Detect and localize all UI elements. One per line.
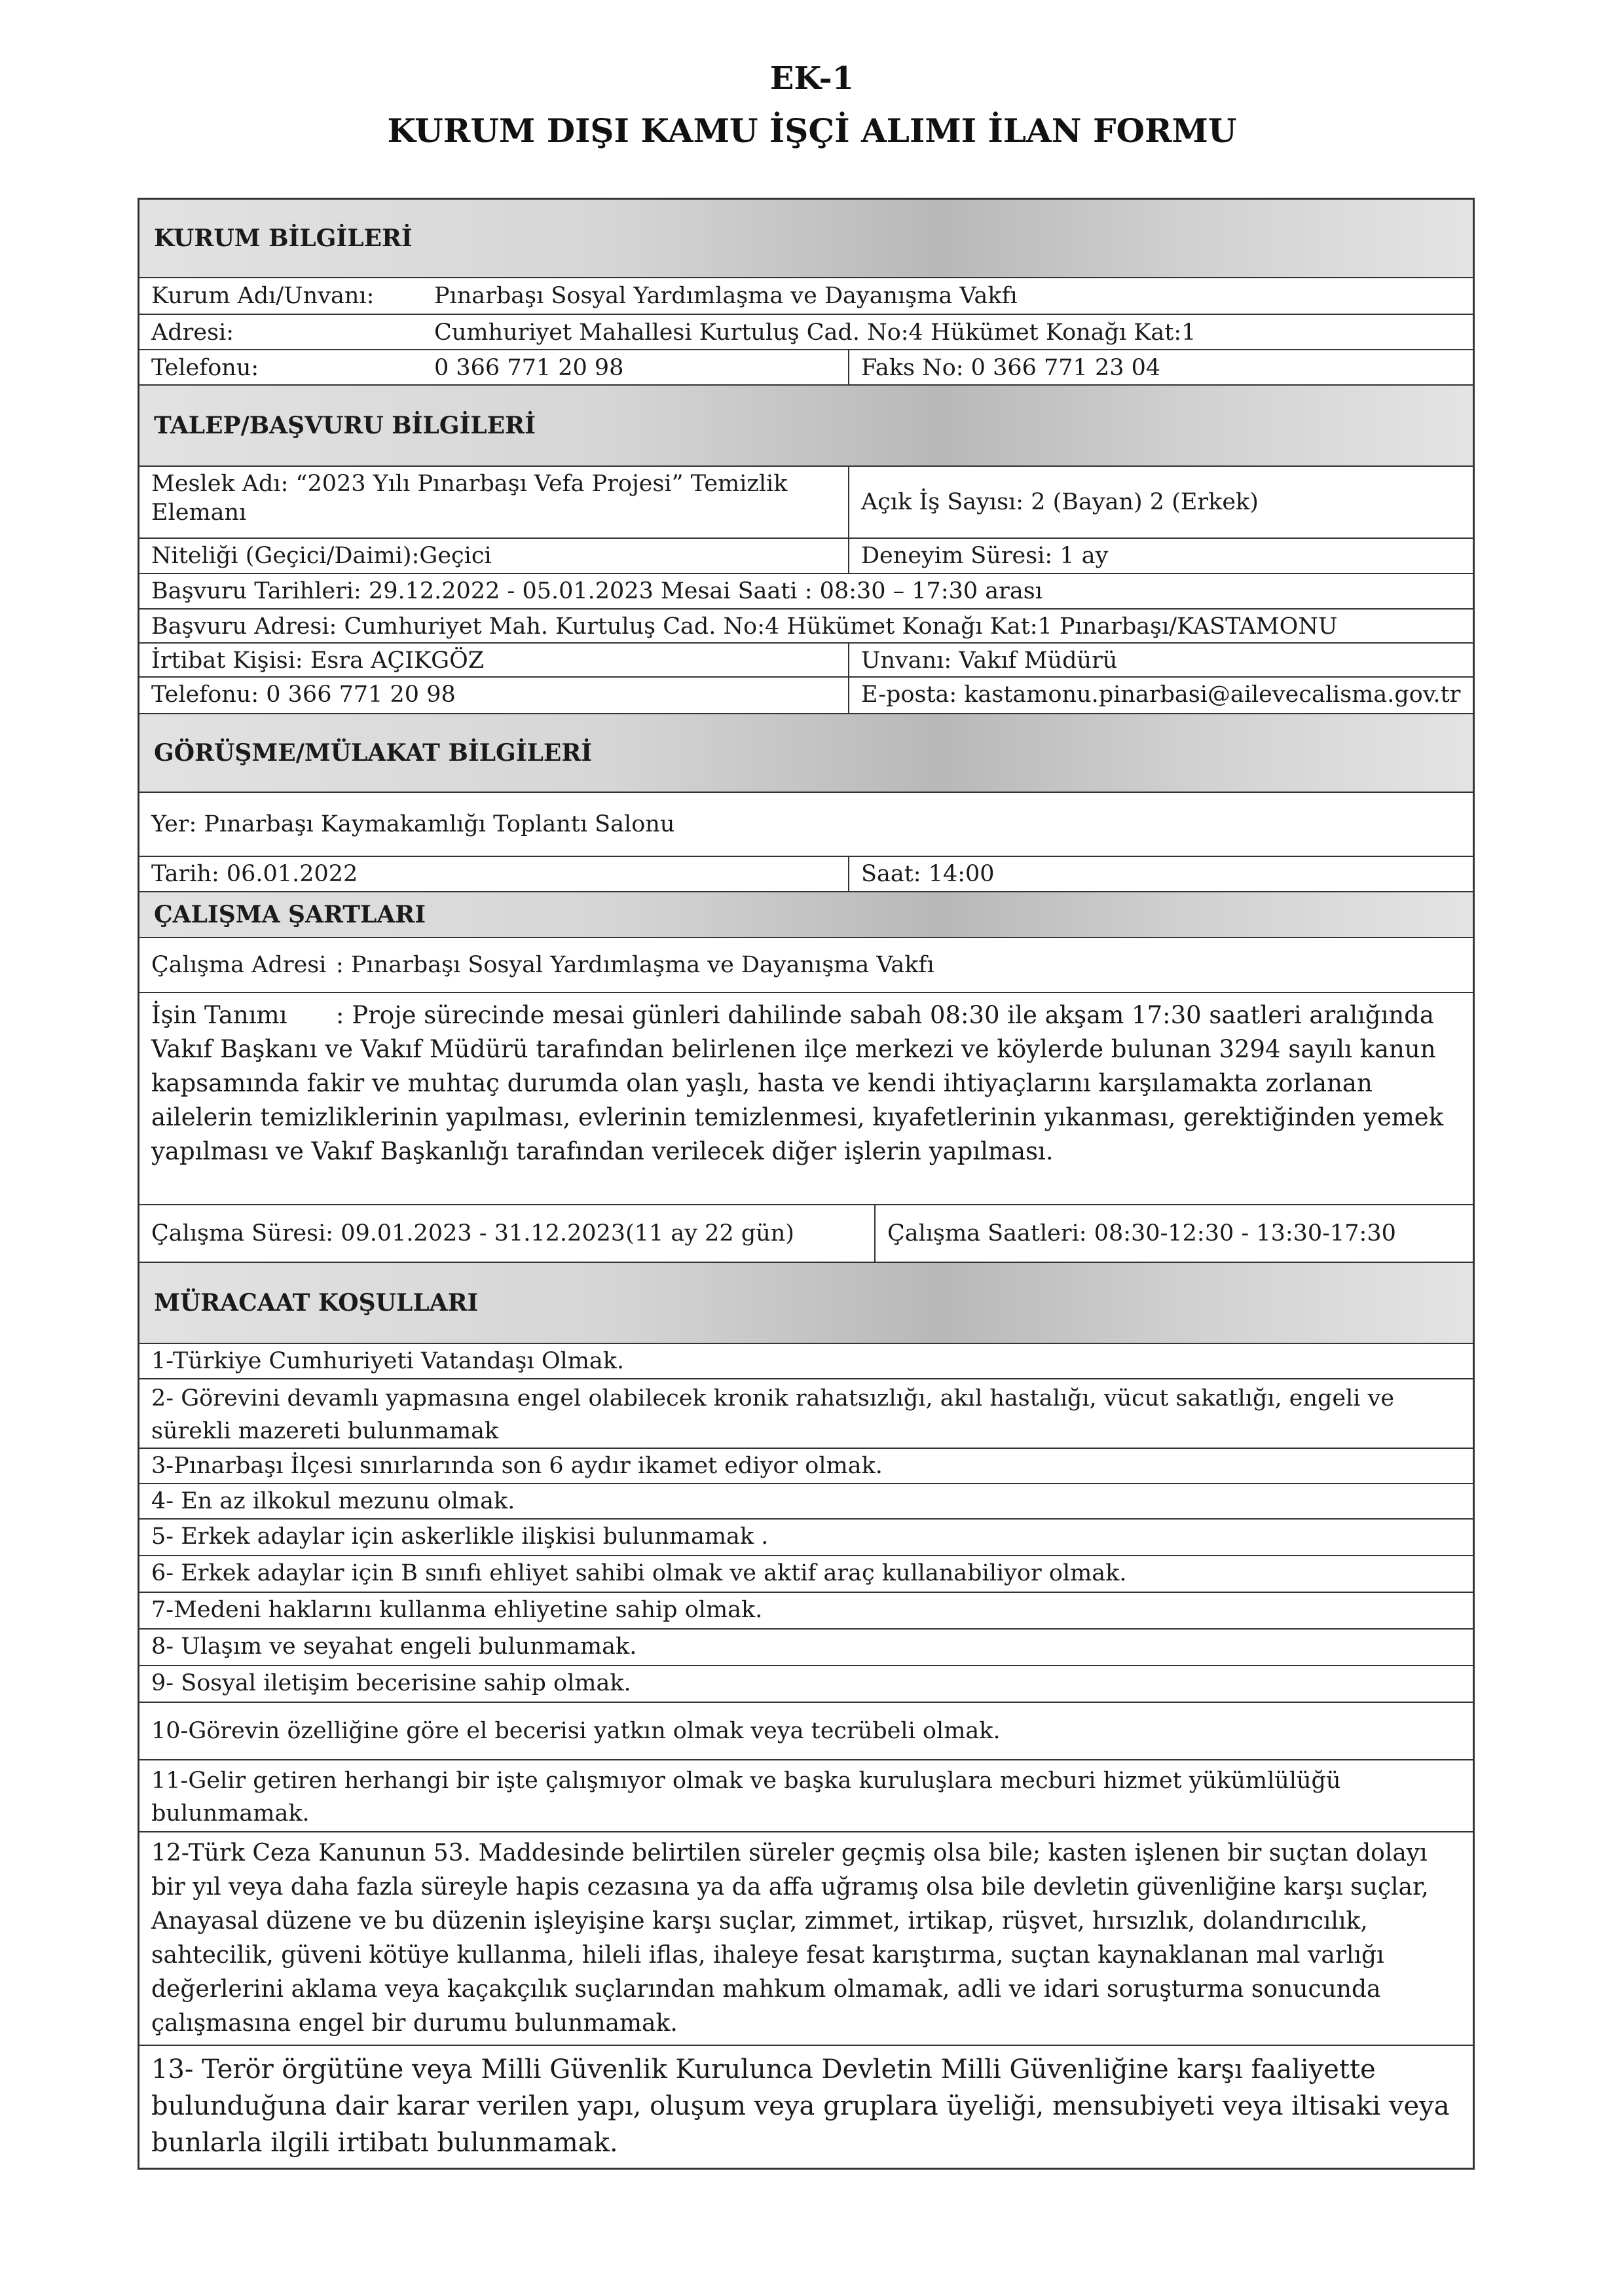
gorusme-yer: Yer: Pınarbaşı Kaymakamlığı Toplantı Salonu — [151, 811, 675, 837]
kurum-phone-row — [139, 350, 1473, 386]
kurum-name-value: Pınarbaşı Sosyal Yardımlaşma ve Dayanışma Vakfı — [434, 283, 1018, 309]
gorusme-saat: Saat: 14:00 — [848, 857, 1473, 891]
condition-item: 13- Terör örgütüne veya Milli Güvenlik Kurulunca Devletin Milli Güvenliğine karşı faaliyette bulunduğuna dair karar verilen yapı, oluşum veya gruplara üyeliği, mensubiyeti veya iltisaki veya bunlarla ilgili irtibatı bulunmamak. — [151, 2054, 1450, 2158]
condition-item: 9- Sosyal iletişim becerisine sahip olmak. — [151, 1670, 631, 1696]
talep-deneyim: Deneyim Süresi: 1 ay — [848, 539, 1473, 573]
talep-tarihler: Başvuru Tarihleri: 29.12.2022 - 05.01.2023 Mesai Saati : 08:30 – 17:30 arası — [151, 578, 1043, 604]
gorusme-tarih-row — [139, 857, 1473, 892]
condition-item: 7-Medeni haklarını kullanma ehliyetine sahip olmak. — [151, 1597, 763, 1623]
calisma-tanim-row — [139, 993, 1473, 1205]
calisma-tanim-label: İşin Tanımı — [151, 1001, 287, 1029]
condition-row — [139, 1484, 1473, 1520]
condition-row — [139, 1760, 1473, 1832]
section-gorusme-header — [139, 714, 1473, 793]
calisma-sure-row — [139, 1205, 1473, 1263]
kurum-address-value: Cumhuriyet Mahallesi Kurtuluş Cad. No:4 Hükümet Konağı Kat:1 — [434, 319, 1196, 346]
condition-item: 11-Gelir getiren herhangi bir işte çalışmıyor olmak ve başka kuruluşlara mecburi hizmet yükümlülüğü bulunmamak. — [151, 1768, 1341, 1827]
condition-row — [139, 1379, 1473, 1449]
document-title: KURUM DIŞI KAMU İŞÇİ ALIMI İLAN FORMU — [387, 111, 1237, 150]
condition-row — [139, 2046, 1473, 2168]
condition-item: 10-Görevin özelliğine göre el becerisi yatkın olmak veya tecrübeli olmak. — [151, 1718, 1001, 1744]
condition-row — [139, 1344, 1473, 1379]
condition-item: 4- En az ilkokul mezunu olmak. — [151, 1488, 515, 1514]
talep-telefon: Telefonu: 0 366 771 20 98 — [151, 682, 456, 708]
talep-nitelik-row — [139, 539, 1473, 574]
condition-row — [139, 1666, 1473, 1703]
kurum-fax: Faks No: 0 366 771 23 04 — [848, 350, 1473, 384]
talep-tarihler-row — [139, 574, 1473, 610]
condition-item: 12-Türk Ceza Kanunun 53. Maddesinde belirtilen süreler geçmiş olsa bile; kasten işlenen bir suçtan dolayı bir yıl veya daha fazla süreyle hapis cezasına ya da affa uğramış olsa bile devletin güvenliğine karşı suçlar, Anayasal düzene ve bu düzenin işleyişine karşı suçlar, zimmet, irtikap, rüşvet, hırsızlık, dolandırıcılık, sahtecilik, güveni kötüye kullanma, hileli iflas, ihaleye fesat karıştırma, suçtan kaynaklanan mal varlığı değerlerini aklama veya kaçakçılık suçlarından mahkum olmamak, adli ve idari soruşturma sonucunda çalışmasına engel bir durumu bulunmamak. — [151, 1840, 1429, 2037]
section-title: MÜRACAAT KOŞULLARI — [154, 1289, 479, 1317]
kurum-name-row — [139, 278, 1473, 315]
gorusme-tarih: Tarih: 06.01.2022 — [151, 861, 358, 887]
condition-item: 1-Türkiye Cumhuriyeti Vatandaşı Olmak. — [151, 1348, 625, 1374]
condition-item: 2- Görevini devamlı yapmasına engel olabilecek kronik rahatsızlığı, akıl hastalığı, vücut sakatlığı, engeli ve sürekli mazereti bulunmamak — [151, 1385, 1395, 1444]
condition-row — [139, 1520, 1473, 1556]
talep-iletisim-row — [139, 678, 1473, 714]
announcement-form — [138, 198, 1475, 2170]
calisma-adres-value: : Pınarbaşı Sosyal Yardımlaşma ve Dayanışma Vakfı — [336, 952, 934, 978]
condition-row — [139, 1556, 1473, 1593]
condition-item: 8- Ulaşım ve seyahat engeli bulunmamak. — [151, 1633, 637, 1660]
talep-meslek: Meslek Adı: “2023 Yılı Pınarbaşı Vefa Projesi” Temizlik Elemanı — [151, 471, 788, 526]
condition-row — [139, 1703, 1473, 1760]
talep-nitelik: Niteliği (Geçici/Daimi):Geçici — [151, 543, 492, 569]
section-calisma-header — [139, 892, 1473, 938]
talep-meslek-row — [139, 467, 1473, 539]
kurum-address-label: Adresi: — [151, 319, 234, 346]
section-muracaat-header — [139, 1263, 1473, 1344]
condition-item: 3-Pınarbaşı İlçesi sınırlarında son 6 aydır ikamet ediyor olmak. — [151, 1453, 883, 1479]
condition-row — [139, 1593, 1473, 1630]
condition-item: 6- Erkek adaylar için B sınıfı ehliyet sahibi olmak ve aktif araç kullanabiliyor olmak. — [151, 1560, 1127, 1586]
calisma-saatler: Çalışma Saatleri: 08:30-12:30 - 13:30-17:30 — [874, 1205, 1473, 1262]
calisma-adres-row — [139, 938, 1473, 993]
condition-row — [139, 1832, 1473, 2046]
section-talep-header — [139, 386, 1473, 467]
document-code: EK-1 — [769, 60, 855, 97]
gorusme-yer-row — [139, 793, 1473, 857]
talep-adres-row — [139, 610, 1473, 644]
kurum-address-row — [139, 315, 1473, 350]
section-title: KURUM BİLGİLERİ — [154, 225, 413, 252]
calisma-tanim-value: : Proje sürecinde mesai günleri dahilinde sabah 08:30 ile akşam 17:30 saatleri aralığında Vakıf Başkanı ve Vakıf Müdürü tarafından belirlenen ilçe merkezi ve köylerde bulunan 3294 sayılı kanun kapsamında fakir ve muhtaç durumda olan yaşlı, hasta ve kendi ihtiyaçlarını karşılamakta zorlanan ailelerin temizliklerinin yapılması, evlerinin temizlenmesi, kıyafetlerinin yıkanması, gerektiğinden yemek yapılması ve Vakıf Başkanlığı tarafından verilecek diğer işlerin yapılması. — [151, 1001, 1444, 1165]
section-title: GÖRÜŞME/MÜLAKAT BİLGİLERİ — [154, 739, 593, 767]
section-kurum-header — [139, 200, 1473, 278]
kurum-phone-value: 0 366 771 20 98 — [434, 355, 624, 381]
condition-row — [139, 1449, 1473, 1484]
talep-irtibat-row — [139, 644, 1473, 678]
kurum-name-label: Kurum Adı/Unvanı: — [151, 283, 375, 309]
condition-item: 5- Erkek adaylar için askerlikle ilişkisi bulunmamak . — [151, 1523, 769, 1550]
talep-unvan: Unvanı: Vakıf Müdürü — [848, 644, 1473, 676]
section-title: ÇALIŞMA ŞARTLARI — [154, 901, 426, 928]
talep-irtibat: İrtibat Kişisi: Esra AÇIKGÖZ — [151, 647, 485, 674]
condition-row — [139, 1630, 1473, 1666]
section-title: TALEP/BAŞVURU BİLGİLERİ — [154, 412, 536, 439]
calisma-sure: Çalışma Süresi: 09.01.2023 - 31.12.2023(11 ay 22 gün) — [151, 1220, 794, 1247]
kurum-phone-label: Telefonu: — [151, 355, 259, 381]
talep-eposta: E-posta: kastamonu.pinarbasi@ailevecalisma.gov.tr — [848, 678, 1473, 713]
calisma-adres-label: Çalışma Adresi — [151, 952, 327, 978]
talep-adres: Başvuru Adresi: Cumhuriyet Mah. Kurtuluş Cad. No:4 Hükümet Konağı Kat:1 Pınarbaşı/KASTAMONU — [151, 613, 1338, 640]
talep-acik-is: Açık İş Sayısı: 2 (Bayan) 2 (Erkek) — [848, 467, 1473, 538]
